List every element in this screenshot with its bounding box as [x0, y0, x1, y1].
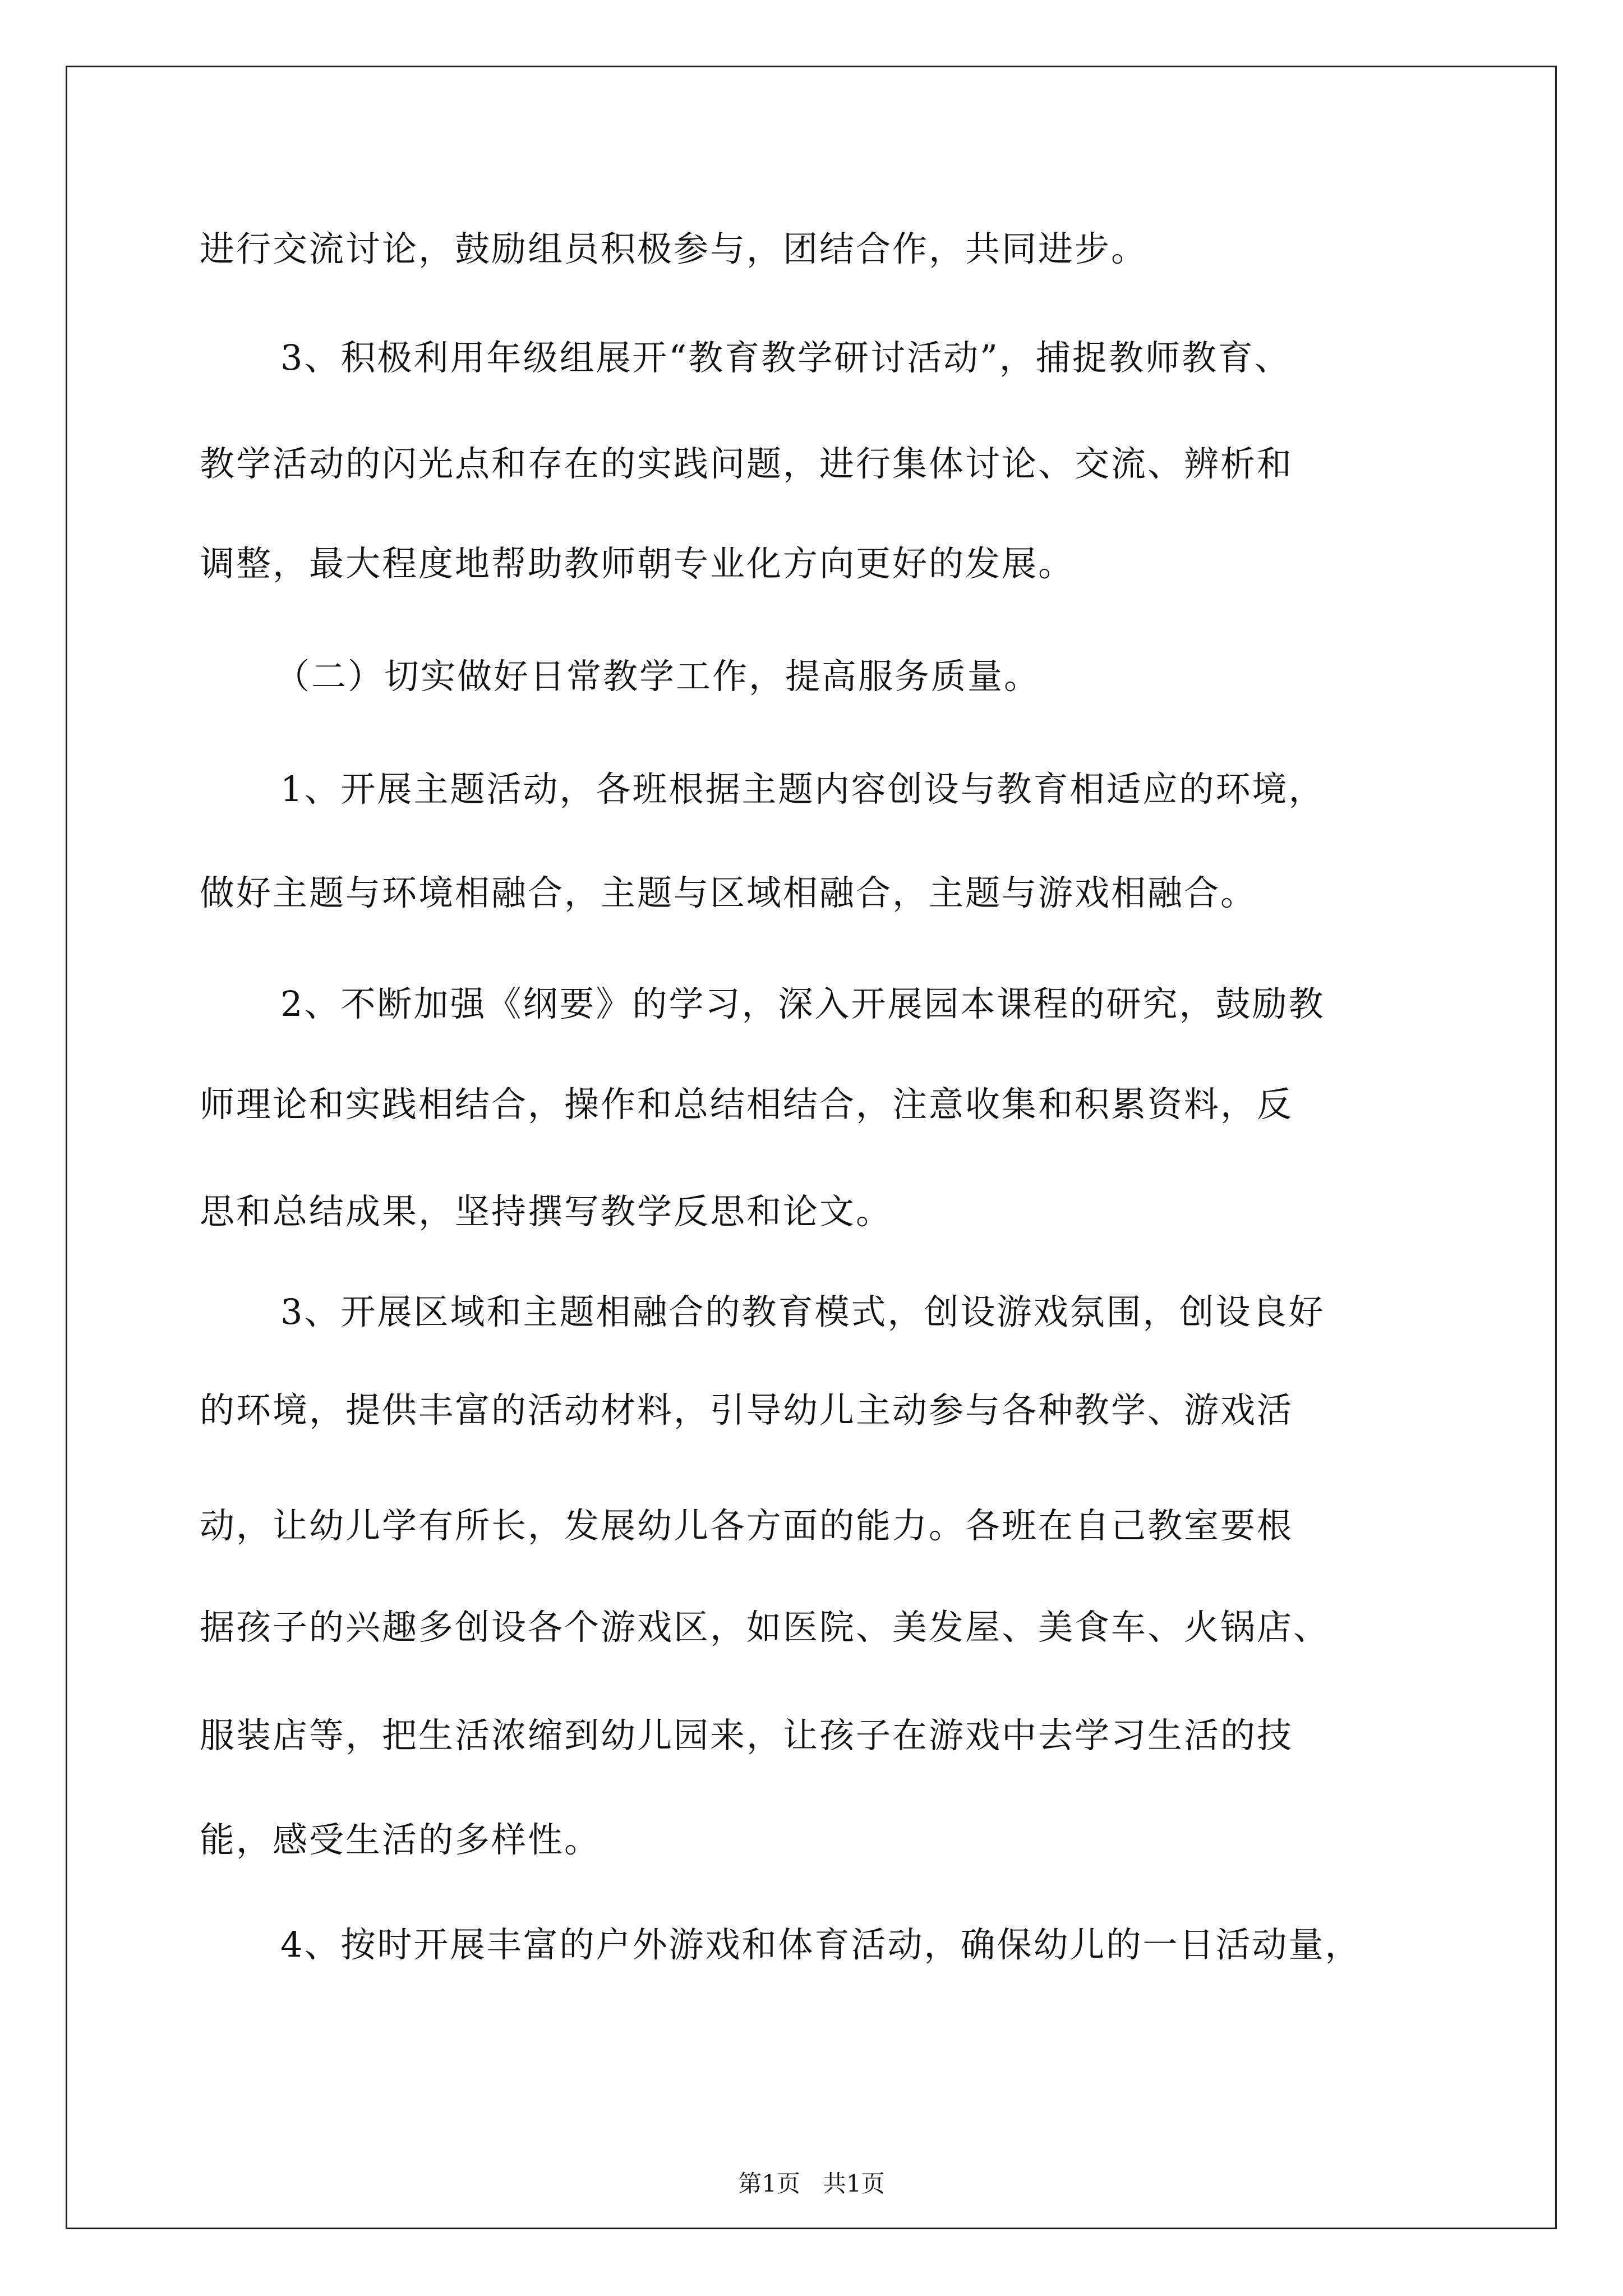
text-line: 动，让幼儿学有所长，发展幼儿各方面的能力。各班在自己教室要根	[200, 1505, 1294, 1546]
text-line: 的环境，提供丰富的活动材料，引导幼儿主动参与各种教学、游戏活	[200, 1389, 1294, 1430]
text-line: （二）切实做好日常教学工作，提高服务质量。	[275, 656, 1041, 697]
text-line: 师理论和实践相结合，操作和总结相结合，注意收集和积累资料，反	[200, 1084, 1294, 1125]
text-line: 4、按时开展丰富的户外游戏和体育活动，确保幼儿的一日活动量，	[280, 1924, 1362, 1965]
text-line: 据孩子的兴趣多创设各个游戏区，如医院、美发屋、美食车、火锅店、	[200, 1607, 1330, 1648]
text-line: 进行交流讨论，鼓励组员积极参与，团结合作，共同进步。	[200, 228, 1148, 269]
text-line: 教学活动的闪光点和存在的实践问题，进行集体讨论、交流、辨析和	[200, 443, 1294, 484]
text-line: 做好主题与环境相融合，主题与区域相融合，主题与游戏相融合。	[200, 872, 1257, 913]
text-line: 服装店等，把生活浓缩到幼儿园来，让孩子在游戏中去学习生活的技	[200, 1715, 1294, 1756]
text-line: 调整，最大程度地帮助教师朝专业化方向更好的发展。	[200, 543, 1075, 584]
text-line: 3、积极利用年级组展开“教育教学研讨活动”，捕捉教师教育、	[280, 337, 1291, 378]
text-line: 1、开展主题活动，各班根据主题内容创设与教育相适应的环境，	[280, 769, 1325, 809]
page-number-footer: 第1页 共1页	[738, 2170, 885, 2197]
text-line: 2、不断加强《纲要》的学习，深入开展园本课程的研究，鼓励教	[280, 983, 1325, 1024]
text-line: 3、开展区域和主题相融合的教育模式，创设游戏氛围，创设良好	[280, 1291, 1325, 1332]
page-border	[66, 66, 1557, 2229]
text-line: 思和总结成果，坚持撰写教学反思和论文。	[200, 1191, 893, 1232]
text-line: 能，感受生活的多样性。	[200, 1819, 601, 1860]
